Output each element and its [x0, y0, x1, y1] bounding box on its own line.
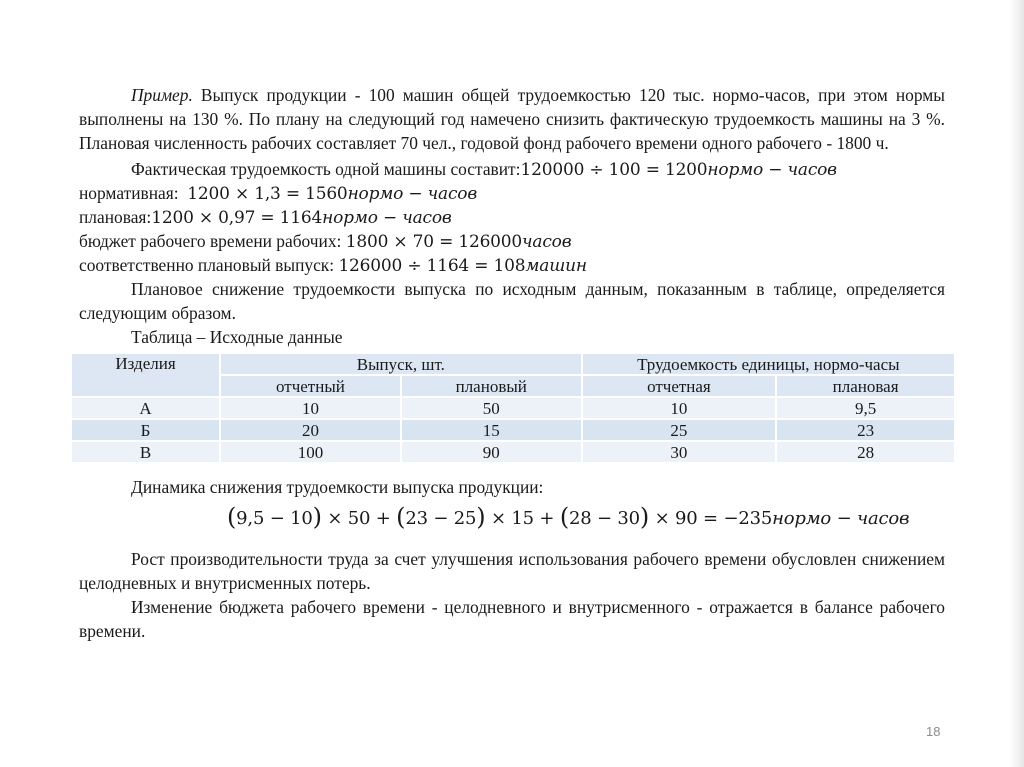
paren: ) — [312, 503, 322, 531]
paren: ( — [559, 503, 569, 531]
product-cell: В — [72, 442, 219, 462]
normative-line — [79, 181, 945, 205]
output-unit: машин — [525, 256, 587, 276]
term: × 50 + — [321, 508, 397, 529]
productivity-paragraph: Рост производительности труда за счет улучшения использования рабочего времени обусловлен снижением целодневных и внутрисменных потерь. — [79, 549, 945, 593]
table-header-row — [72, 354, 954, 374]
paren: ) — [476, 503, 486, 531]
paren: ( — [396, 503, 406, 531]
reduction-paragraph: Плановое снижение трудоемкости выпуска по исходным данным, показанным в таблице, определяется следующим образом. — [79, 279, 945, 323]
table-cell: 50 — [402, 398, 581, 418]
output-line — [79, 253, 945, 277]
table-cell: 10 — [221, 398, 400, 418]
paren: ( — [227, 503, 237, 531]
product-cell: А — [72, 398, 219, 418]
normative-label: нормативная: — [79, 183, 179, 203]
budget-label: бюджет рабочего времени рабочих: — [79, 231, 342, 251]
table-row — [72, 442, 954, 462]
output-label: соответственно плановый выпуск: — [79, 255, 335, 275]
planned-formula: 1200 × 0,97 = 1164 — [151, 208, 323, 228]
normative-formula: 1200 × 1,3 = 1560 — [187, 184, 348, 204]
product-cell: Б — [72, 420, 219, 440]
planned-label: плановая: — [79, 207, 152, 227]
table-cell: 90 — [402, 442, 581, 462]
subheader-planned-output: плановый — [402, 376, 581, 396]
subheader-reported-labor: отчетная — [583, 376, 776, 396]
planned-line — [79, 205, 945, 229]
table-cell: 30 — [583, 442, 776, 462]
term: 23 − 25 — [405, 508, 477, 529]
table-caption: Таблица – Исходные данные — [131, 327, 343, 347]
normative-unit: нормо − часов — [347, 184, 478, 204]
term: 28 − 30 — [568, 508, 640, 529]
actual-labor-line — [79, 157, 945, 181]
term: 9,5 − 10 — [236, 508, 313, 529]
subheader-planned-labor: плановая — [777, 376, 954, 396]
subheader-reported-output: отчетный — [221, 376, 400, 396]
page-number: 18 — [926, 724, 941, 739]
term: × 90 = −235 — [649, 508, 773, 529]
budget-line — [79, 229, 945, 253]
header-output: Выпуск, шт. — [221, 354, 581, 374]
table-cell: 15 — [402, 420, 581, 440]
table-row — [72, 420, 954, 440]
table-cell: 28 — [777, 442, 954, 462]
source-data-table — [70, 352, 956, 464]
table-cell: 23 — [777, 420, 954, 440]
actual-labor-unit: нормо − часов — [707, 160, 837, 180]
output-formula: 126000 ÷ 1164 = 108 — [338, 256, 526, 276]
example-paragraph — [79, 83, 945, 155]
page-edge-shadow — [1010, 0, 1024, 767]
term: × 15 + — [485, 508, 560, 529]
table-row — [72, 398, 954, 418]
budget-formula: 1800 × 70 = 126000 — [345, 232, 523, 252]
dynamics-unit: нормо − часов — [772, 508, 910, 529]
dynamics-title: Динамика снижения трудоемкости выпуска продукции: — [131, 477, 544, 497]
header-product: Изделия — [72, 354, 219, 396]
table-cell: 10 — [583, 398, 776, 418]
table-cell: 25 — [583, 420, 776, 440]
table-cell: 100 — [221, 442, 400, 462]
table-cell: 9,5 — [777, 398, 954, 418]
actual-labor-label: Фактическая трудоемкость одной машины составит: — [131, 159, 521, 179]
table-cell: 20 — [221, 420, 400, 440]
dynamics-formula — [79, 499, 945, 535]
actual-labor-formula: 120000 ÷ 100 = 1200 — [520, 160, 708, 180]
budget-change-paragraph: Изменение бюджета рабочего времени - целодневного и внутрисменного - отражается в балансе рабочего времени. — [79, 597, 945, 641]
planned-unit: нормо − часов — [322, 208, 452, 228]
budget-unit: часов — [522, 232, 572, 252]
example-text: Выпуск продукции - 100 машин общей трудоемкостью 120 тыс. нормо-часов, при этом нормы выполнены на 130 %. По плану на следующий год намечено снизить фактическую трудоемкость машины на 3 %. Плановая численность рабочих составляет 70 чел., годовой фонд рабочего времени одного рабочего - 1800 ч. — [79, 85, 945, 153]
paren: ) — [639, 503, 650, 531]
example-label: Пример. — [131, 85, 193, 105]
slide-content — [79, 83, 945, 643]
header-labor: Трудоемкость единицы, нормо-часы — [583, 354, 954, 374]
